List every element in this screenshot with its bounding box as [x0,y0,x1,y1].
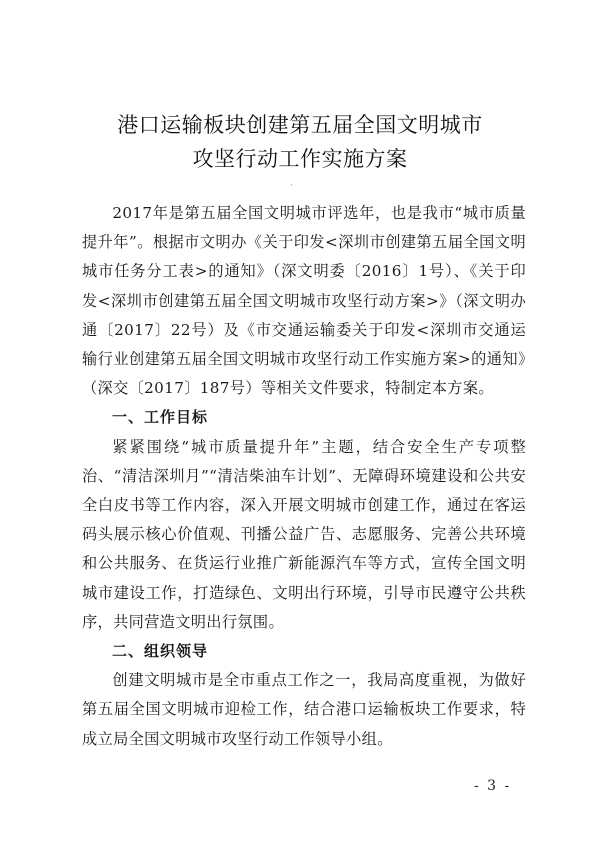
document-body [82,199,526,754]
page-number: - 3 - [474,778,512,794]
goals-paragraph: 紧紧围绕“城市质量提升年”主题，结合安全生产专项整治、“清洁深圳月”“清洁柴油车计划”、无障碍环境建设和公共安全白皮书等工作内容，深入开展文明城市创建工作，通过在客运码头展示核心价值观、刊播公益广告、志愿服务、完善公共环境和公共服务、在货运行业推广新能源汽车等方式，宣传全国文明城市建设工作，打造绿色、文明出行环境，引导市民遵守公共秩序，共同营造文明出行氛围。 [82,437,526,631]
title-line-2: 攻坚行动工作实施方案 [192,147,408,171]
intro-paragraph: 2017年是第五届全国文明城市评选年，也是我市“城市质量提升年”。根据市文明办《关于印发<深圳市创建第五届全国文明城市任务分工表>的通知》（深文明委〔2016〕1号）、《关于印发<深圳市创建第五届全国文明城市攻坚行动方案>》（深文明办通〔2017〕22号）及《市交通运输委关于印发<深圳市交通运输行业创建第五届全国文明城市攻坚行动工作实施方案>的通知》（深交〔2017〕187号）等相关文件要求，特制定本方案。 [82,204,526,398]
section-heading-leadership: 二、组织领导 [112,642,209,661]
document-title [0,108,600,176]
separator-dot: · [290,181,293,191]
title-line-1: 港口运输板块创建第五届全国文明城市 [117,113,483,137]
section-heading-goals: 一、工作目标 [112,408,209,427]
leadership-paragraph: 创建文明城市是全市重点工作之一，我局高度重视，为做好第五届全国文明城市迎检工作，结合港口运输板块工作要求，特成立局全国文明城市攻坚行动工作领导小组。 [82,671,526,748]
